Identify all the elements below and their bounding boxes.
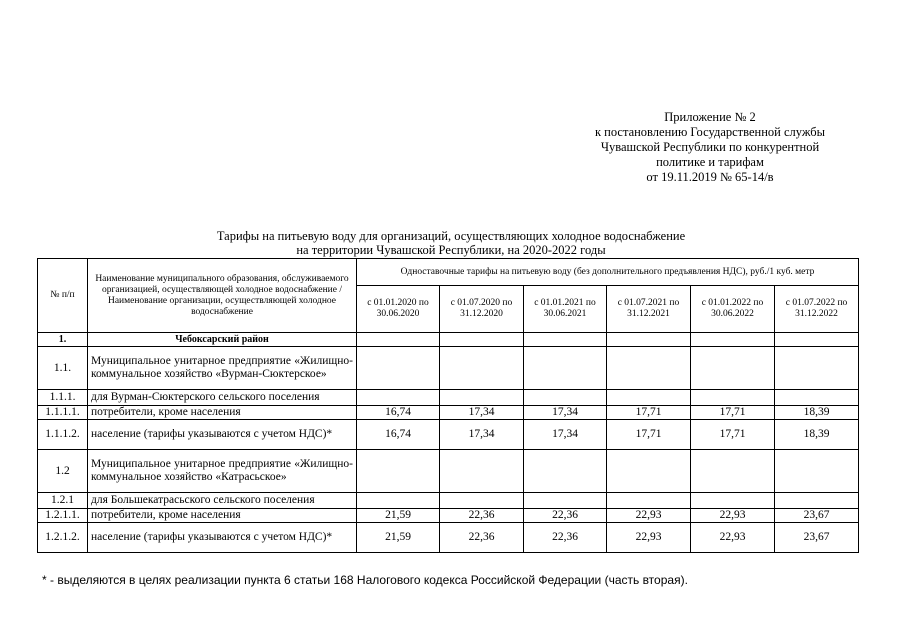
row-num: 1.1. bbox=[38, 347, 88, 390]
tariff-cell: 17,71 bbox=[691, 420, 775, 450]
tariff-cell bbox=[607, 333, 691, 347]
row-name: Муниципальное унитарное предприятие «Жилищно-коммунальное хозяйство «Вурман-Сюктерское» bbox=[88, 347, 357, 390]
tariff-cell bbox=[775, 333, 859, 347]
table-row bbox=[38, 493, 859, 509]
appendix-block bbox=[560, 110, 860, 185]
tariff-cell bbox=[775, 390, 859, 406]
tariff-cell bbox=[691, 493, 775, 509]
header-period: с 01.07.2021 по 31.12.2021 bbox=[607, 286, 691, 333]
appendix-number: Приложение № 2 bbox=[664, 110, 756, 124]
appendix-ref-line: политике и тарифам bbox=[656, 155, 764, 169]
header-period: с 01.07.2022 по 31.12.2022 bbox=[775, 286, 859, 333]
row-num: 1.1.1. bbox=[38, 390, 88, 406]
tariff-cell bbox=[524, 390, 607, 406]
tariff-cell bbox=[357, 493, 440, 509]
tariff-cell: 17,34 bbox=[524, 420, 607, 450]
tariff-cell bbox=[524, 347, 607, 390]
header-period: с 01.01.2021 по 30.06.2021 bbox=[524, 286, 607, 333]
tariff-cell: 22,36 bbox=[440, 509, 524, 523]
row-name: для Вурман-Сюктерского сельского поселения bbox=[88, 390, 357, 406]
table-row bbox=[38, 450, 859, 493]
tariff-table bbox=[37, 258, 859, 553]
tariff-cell: 17,34 bbox=[440, 406, 524, 420]
tariff-cell bbox=[524, 493, 607, 509]
tariff-cell: 22,36 bbox=[440, 523, 524, 553]
row-num: 1.2 bbox=[38, 450, 88, 493]
header-tariffs: Одноставочные тарифы на питьевую воду (без дополнительного предъявления НДС), руб./1 куб. метр bbox=[357, 259, 859, 286]
tariff-cell bbox=[357, 333, 440, 347]
tariff-cell: 22,93 bbox=[607, 523, 691, 553]
row-name: население (тарифы указываются с учетом НДС)* bbox=[88, 523, 357, 553]
row-num: 1.1.1.1. bbox=[38, 406, 88, 420]
tariff-cell bbox=[357, 347, 440, 390]
tariff-cell: 17,34 bbox=[440, 420, 524, 450]
row-name: потребители, кроме населения bbox=[88, 406, 357, 420]
tariff-cell bbox=[440, 450, 524, 493]
tariff-cell bbox=[357, 390, 440, 406]
tariff-cell: 18,39 bbox=[775, 406, 859, 420]
table-row bbox=[38, 406, 859, 420]
tariff-cell: 16,74 bbox=[357, 420, 440, 450]
tariff-cell bbox=[524, 333, 607, 347]
tariff-cell bbox=[691, 347, 775, 390]
tariff-cell bbox=[524, 450, 607, 493]
tariff-cell bbox=[607, 493, 691, 509]
tariff-cell: 17,71 bbox=[607, 406, 691, 420]
tariff-cell bbox=[440, 333, 524, 347]
table-row bbox=[38, 390, 859, 406]
header-period: с 01.01.2022 по 30.06.2022 bbox=[691, 286, 775, 333]
table-row bbox=[38, 509, 859, 523]
row-num: 1.2.1.2. bbox=[38, 523, 88, 553]
tariff-cell bbox=[607, 390, 691, 406]
header-period: с 01.07.2020 по 31.12.2020 bbox=[440, 286, 524, 333]
row-name: население (тарифы указываются с учетом НДС)* bbox=[88, 420, 357, 450]
tariff-cell bbox=[607, 347, 691, 390]
row-name: потребители, кроме населения bbox=[88, 509, 357, 523]
row-num: 1. bbox=[38, 333, 88, 347]
tariff-cell: 22,93 bbox=[607, 509, 691, 523]
tariff-cell: 17,71 bbox=[607, 420, 691, 450]
tariff-cell: 22,93 bbox=[691, 523, 775, 553]
tariff-cell bbox=[691, 333, 775, 347]
table-row bbox=[38, 347, 859, 390]
row-name: для Большекатрасьского сельского поселения bbox=[88, 493, 357, 509]
tariff-cell: 22,93 bbox=[691, 509, 775, 523]
tariff-cell: 22,36 bbox=[524, 523, 607, 553]
footnote: * - выделяются в целях реализации пункта 6 статьи 168 Налогового кодекса Российской Федерации (часть вторая). bbox=[42, 573, 688, 587]
table-row bbox=[38, 333, 859, 347]
tariff-cell: 17,71 bbox=[691, 406, 775, 420]
row-num: 1.1.1.2. bbox=[38, 420, 88, 450]
tariff-cell bbox=[357, 450, 440, 493]
tariff-cell: 23,67 bbox=[775, 509, 859, 523]
tariff-cell bbox=[607, 450, 691, 493]
row-name: Муниципальное унитарное предприятие «Жилищно-коммунальное хозяйство «Катрасьское» bbox=[88, 450, 357, 493]
tariff-cell: 23,67 bbox=[775, 523, 859, 553]
tariff-cell: 21,59 bbox=[357, 509, 440, 523]
title-line: на территории Чувашской Республики, на 2020-2022 годы bbox=[296, 243, 606, 257]
row-name: Чебоксарский район bbox=[88, 333, 357, 347]
tariff-cell: 17,34 bbox=[524, 406, 607, 420]
row-num: 1.2.1.1. bbox=[38, 509, 88, 523]
tariff-cell: 22,36 bbox=[524, 509, 607, 523]
appendix-ref-line: к постановлению Государственной службы bbox=[594, 125, 826, 139]
tariff-cell: 18,39 bbox=[775, 420, 859, 450]
tariff-cell bbox=[775, 347, 859, 390]
document-title bbox=[30, 229, 872, 257]
tariff-cell bbox=[775, 450, 859, 493]
table-row bbox=[38, 420, 859, 450]
tariff-cell: 21,59 bbox=[357, 523, 440, 553]
appendix-ref-line: Чувашской Республики по конкурентной bbox=[600, 140, 820, 154]
header-name: Наименование муниципального образования, обслуживаемого организацией, осуществляющей холодное водоснабжение / Наименование организации, осуществляющей холодное водоснабжение bbox=[88, 259, 357, 333]
tariff-cell bbox=[691, 390, 775, 406]
tariff-cell bbox=[440, 347, 524, 390]
table-row bbox=[38, 523, 859, 553]
tariff-cell: 16,74 bbox=[357, 406, 440, 420]
header-num: № п/п bbox=[38, 259, 88, 333]
appendix-date: от 19.11.2019 № 65-14/в bbox=[646, 170, 774, 184]
tariff-cell bbox=[440, 493, 524, 509]
header-period: с 01.01.2020 по 30.06.2020 bbox=[357, 286, 440, 333]
title-line: Тарифы на питьевую воду для организаций, осуществляющих холодное водоснабжение bbox=[216, 229, 686, 243]
row-num: 1.2.1 bbox=[38, 493, 88, 509]
tariff-cell bbox=[775, 493, 859, 509]
tariff-cell bbox=[440, 390, 524, 406]
tariff-cell bbox=[691, 450, 775, 493]
